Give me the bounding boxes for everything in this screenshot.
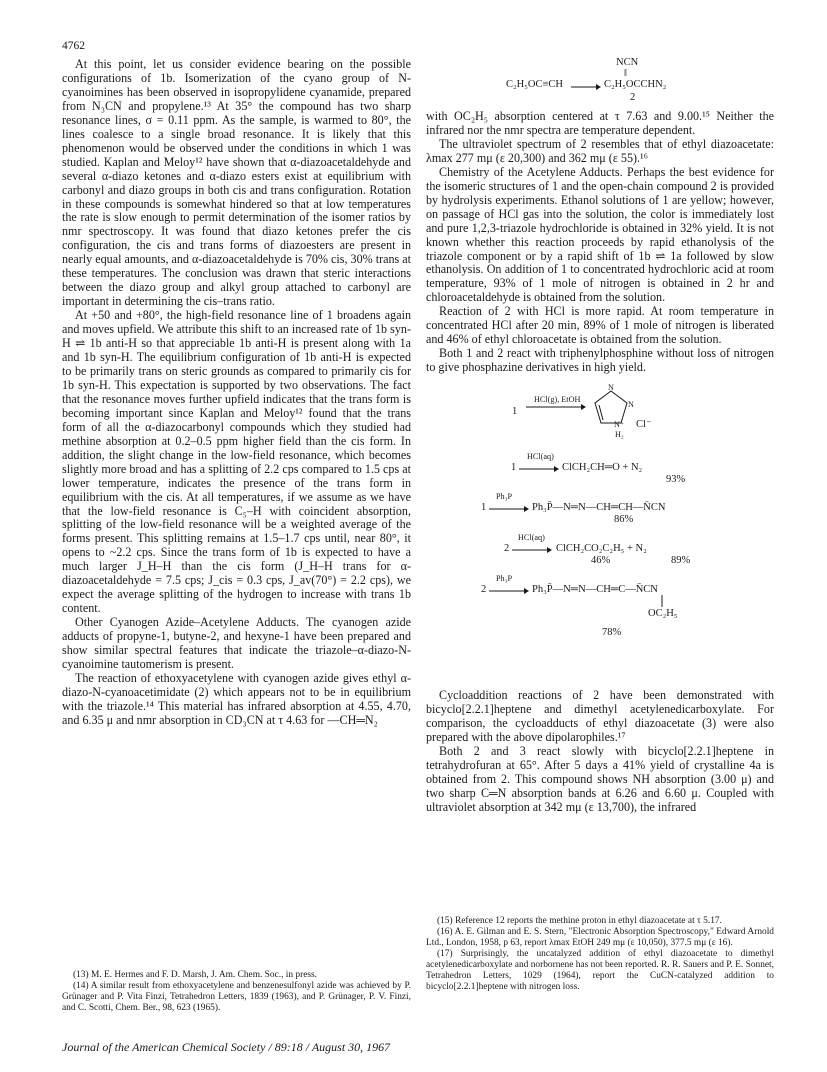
footnote: (15) Reference 12 reports the methine proton in ethyl diazoacetate at τ 5.17. xyxy=(437,916,722,926)
reaction-scheme xyxy=(426,381,774,681)
scheme-reagent: HCl(aq) xyxy=(518,533,545,543)
scheme-substituent: OC₂H₅ xyxy=(648,608,678,620)
reaction-arrow-icon xyxy=(571,83,601,91)
equation-bond: ‖ xyxy=(624,68,627,79)
reaction-arrow-icon xyxy=(526,403,586,411)
footnote: (14) A similar result from ethoxyacetylene and benzenesulfonyl azide was achieved by P. Grünager and P. Vita Finzi, Tetrahedron Letters, 1839 (1963), and P. Grünager, P. V. Finzi, and C. Scotti, Chem. Ber., 98, 623 (1965). xyxy=(62,981,411,1013)
left-footnotes xyxy=(62,970,411,1014)
scheme-product: Ph₃P̄—N═N—CH═C—N̄CN xyxy=(532,584,658,596)
scheme-product: Ph₃P̄—N═N—CH═CH—N̄CN xyxy=(532,502,666,514)
scheme-compound-number: 1 xyxy=(511,462,517,474)
body-paragraph: Both 1 and 2 react with triphenylphosphine without loss of nitrogen to give phosphazine derivatives in high yield. xyxy=(426,346,774,375)
scheme-atom-label: N xyxy=(608,383,614,393)
body-paragraph: The reaction of ethoxyacetylene with cyanogen azide gives ethyl α-diazo-N-cyanoacetimidate (2) which appears not to be in equilibrium with the triazole.¹⁴ This material has infrared absorption at 4.55, 4.70, and 6.35 μ and nmr absorption in CD₃CN at τ 4.63 for —CH═N₂ xyxy=(62,670,411,727)
body-paragraph: Cycloaddition reactions of 2 have been demonstrated with bicyclo[2.2.1]heptene and dimethyl acetylenedicarboxylate. For comparison, the cycloadducts of ethyl diazoacetate (3) were also prepared with the above dipolarophiles.¹⁷ xyxy=(426,688,774,744)
reaction-arrow-icon xyxy=(519,465,559,473)
reaction-arrow-icon xyxy=(512,546,552,554)
body-paragraph: The ultraviolet spectrum of 2 resembles that of ethyl diazoacetate: λmax 277 mμ (ε 20,300) and 362 mμ (ε 55).¹⁶ xyxy=(426,136,774,165)
right-footnotes xyxy=(426,916,774,993)
scheme-compound-number: 1 xyxy=(512,406,518,418)
body-paragraph: Reaction of 2 with HCl is more rapid. At room temperature in concentrated HCl after 20 min, 89% of 1 mole of nitrogen is liberated and 46% of ethyl chloroacetate is obtained from the solution. xyxy=(426,304,774,347)
equation-reactant: C₂H₅OC≡CH xyxy=(506,79,564,90)
scheme-compound-number: 2 xyxy=(481,584,487,596)
scheme-reagent: HCl(g), EtOH xyxy=(534,395,581,405)
reaction-arrow-icon xyxy=(489,587,529,595)
top-equation xyxy=(426,58,774,110)
scheme-yield: 86% xyxy=(614,514,634,526)
scheme-yield: 93% xyxy=(666,474,686,486)
scheme-yield: 89% xyxy=(671,555,691,567)
scheme-reagent: HCl(aq) xyxy=(527,452,554,462)
scheme-atom-label: H₂ xyxy=(615,430,624,440)
scheme-reagent: Ph₃P xyxy=(496,492,513,502)
reaction-arrow-icon xyxy=(489,505,529,513)
scheme-compound-number: 2 xyxy=(504,543,510,555)
body-paragraph: Both 2 and 3 react slowly with bicyclo[2.2.1]heptene in tetrahydrofuran at 65°. After 5 days a 41% yield of crystalline 4a is obtained from 2. This compound shows NH absorption (3.00 μ) and two sharp C═N absorption bands at 6.26 and 6.60 μ. Coupled with ultraviolet absorption at 342 mμ (ε 13,700), the infrared xyxy=(426,743,774,814)
body-paragraph: At this point, let us consider evidence bearing on the possible configurations of 1b. Isomerization of the cyano group of N-cyanoimines has been observed in isopropylidene cyanamide, prepared from N₃CN and propylene.¹³ At 35° the compound has two sharp resonance lines, σ = 0.11 ppm. As the sample, is warmed to 80°, the lines coalesce to a single broad resonance. It is likely that this phenomenon would be observed under the conditions in which 1 was studied. Kaplan and Meloy¹² have shown that α-diazoacetaldehyde and several α-diazo ketones and α-diazo esters exist at equilibrium with carbonyl and diazo groups in both cis and trans configuration. Rotation in these compounds is somewhat hindered so that at low temperatures the rate is slow enough to permit determination of the isomer ratios by nmr spectroscopy. It was found that diazo ketones prefer the cis configuration, the cis and trans forms of diazoesters are present in nearly equal amounts, and α-diazoacetaldehyde is 70% cis, 30% trans at these temperatures. The conclusion was drawn that steric interactions between the diazo group and alkyl group attached to carbonyl are important in determining the cis–trans ratio. xyxy=(62,57,411,309)
compound-number: 2 xyxy=(630,92,636,103)
body-paragraph: At +50 and +80°, the high-field resonance line of 1 broadens again and moves upfield. We attribute this shift to an increased rate of 1b syn-H ⇌ 1b anti-H so that appreciable 1b anti-H is present along with 1a and 1b syn-H. The equilibrium configuration of 1b anti-H is expected to be primarily trans on steric grounds as compared to primarily cis for 1b syn-H. This expectation is supported by two observations. The fact that the resonance moves further upfield indicates that the trans form is becoming important since Kaplan and Meloy¹² found that the trans form of all the α-diazocarbonyl compounds which they studied had methine absorption at 0.2–0.5 ppm higher field than the cis form. In addition, the slight change in the low-field resonance, which becomes slightly more broad and has a splitting of 2.2 cps compared to 1.5 cps at lower temperature, indicates the presence of the trans form in equilibrium with the cis. At all temperatures, if we assume as we have that the low-field resonance is C₅–H with coincident absorption, splitting of the low-field resonance will be a weighted average of the forms present. This splitting remains at 1.5–1.7 cps until, near 80°, it opens to ~2.2 cps. Since the trans form of 1b is expected to have a much larger J_H–H than the cis form (J_H–H trans for α-diazoacetaldehyde = 7.5 cps; J_cis = 0.3 cps, J_av(70°) = 2.2 cps), we expect the average splitting of the hydrogen to increase with trans 1b content. xyxy=(62,308,411,616)
scheme-yield: 78% xyxy=(602,627,622,639)
left-column xyxy=(62,58,411,728)
body-paragraph: with OC₂H₅ absorption centered at τ 7.63 and 9.00.¹⁵ Neither the infrared nor the nmr spectra are temperature dependent. xyxy=(426,109,774,137)
scheme-counterion: Cl⁻ xyxy=(636,419,652,431)
footnote: (17) Surprisingly, the uncatalyzed addition of ethyl diazoacetate to dimethyl acetylenedicarboxylate and norbornene has not been reported. R. R. Sauers and P. E. Sonnet, Tetrahedron Letters, 1029 (1964), report the CuCN-catalyzed addition to bicyclo[2.2.1]heptene with nitrogen loss. xyxy=(426,949,774,992)
equation-product: C₂H₅OCCHN₂ xyxy=(604,79,667,90)
scheme-atom-label: N xyxy=(628,400,634,410)
footnote: (13) M. E. Hermes and F. D. Marsh, J. Am. Chem. Soc., in press. xyxy=(73,970,318,980)
body-paragraph: Chemistry of the Acetylene Adducts. Perhaps the best evidence for the isomeric structures of 1 and the open-chain compound 2 is provided by hydrolysis experiments. Ethanol solutions of 1 are yellow; however, on passage of HCl gas into the solution, the color is immediately lost and pure 1,2,3-triazole hydrochloride is obtained in 32% yield. It is not known whether this reaction proceeds by rapid ethanolysis of the triazole component or by a rapid shift of 1b ⇌ 1a followed by slow ethanolysis. On addition of 1 to concentrated hydrochloric acid at room temperature, 93% of 1 mole of nitrogen is obtained in 2 hr and chloroacetaldehyde is obtained from the solution. xyxy=(426,164,774,305)
scheme-product: ClCH₂CH═O + N₂ xyxy=(562,462,643,474)
journal-footer: Journal of the American Chemical Society / 89:18 / August 30, 1967 xyxy=(62,1040,391,1054)
body-paragraph: Other Cyanogen Azide–Acetylene Adducts. The cyanogen azide adducts of propyne-1, butyne-2, and hexyne-1 have been prepared and show similar spectral features that indicate the triazole–α-diazo-N-cyanoimine tautomerism is present. xyxy=(62,615,411,671)
scheme-product: ClCH₂CO₂C₂H₅ + N₂ xyxy=(556,543,647,555)
scheme-reagent: Ph₃P xyxy=(496,574,513,584)
scheme-yield: 46% xyxy=(591,555,611,567)
bond-line-icon xyxy=(660,595,664,607)
footnote: (16) A. E. Gilman and E. S. Stern, "Electronic Absorption Spectroscopy," Edward Arnold Ltd., London, 1958, p 63, report λmax EtOH 249 mμ (ε 10,050), 377.5 mμ (ε 16). xyxy=(426,927,774,948)
scheme-atom-label: N⁺ xyxy=(614,420,625,430)
equation-ncn: NCN xyxy=(616,57,639,68)
page-number: 4762 xyxy=(62,40,85,52)
right-column xyxy=(426,58,774,815)
scheme-compound-number: 1 xyxy=(481,502,487,514)
